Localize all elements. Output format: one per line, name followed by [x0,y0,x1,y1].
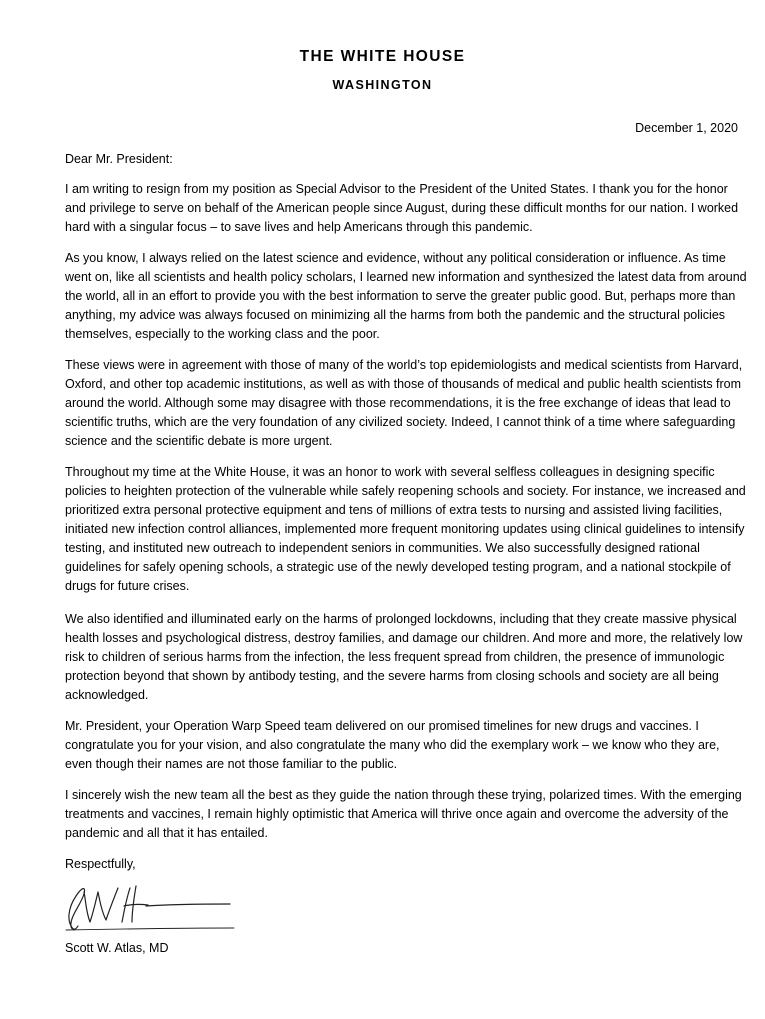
closing: Respectfully, [65,857,136,871]
body-paragraph: I am writing to resign from my position as Special Advisor to the President of the United States. I thank you for the honor and privilege to serve on behalf of the American people since August, during these difficult months for our nation. I worked hard with a singular focus – to save lives and help Americans through this pandemic. [65,182,739,234]
letterhead-subtitle: WASHINGTON [332,78,433,92]
body-paragraph: I sincerely wish the new team all the best as they guide the nation through these trying, polarized times. With the emerging treatments and vaccines, I remain highly optimistic that America will thrive once again and overcome the adversity of the pandemic and all that it has entailed. [65,788,742,840]
handwritten-signature [62,878,238,936]
body-paragraph: Throughout my time at the White House, it was an honor to work with several selfless colleagues in designing specific policies to heighten protection of the vulnerable while safely reopening schools and society. For instance, we increased and prioritized extra personal protective equipment and tens of millions of extra tests to nursing and assisted living facilities, initiated new infection control alliances, implemented more frequent monitoring updates using clinical guidelines to intensify testing, and instituted new outreach to independent seniors in communities. We also successfully designed rational guidelines for safely opening schools, a strategic use of the newly developed testing program, and a national stockpile of drugs for future crises. [65,465,746,593]
body-paragraph: Mr. President, your Operation Warp Speed team delivered on our promised timelines for new drugs and vaccines. I congratulate you for your vision, and also congratulate the many who did the exemplary work – we know who they are, even though their names are not those familiar to the public. [65,719,720,771]
body-paragraph: These views were in agreement with those of many of the world’s top epidemiologists and medical scientists from Harvard, Oxford, and other top academic institutions, as well as with those of thousands of medical and public health scientists from around the world. Although some may disagree with those recommendations, it is the free exchange of ideas that lead to scientific truths, which are the very foundation of any civilized society. Indeed, I cannot think of a time where safeguarding science and the scientific debate is more urgent. [65,358,743,448]
signer-name: Scott W. Atlas, MD [65,941,169,955]
letter-date: December 1, 2020 [635,121,738,135]
body-paragraph: We also identified and illuminated early on the harms of prolonged lockdowns, including that they create massive physical health losses and psychological distress, destroy families, and damage our children. And more and more, the relatively low risk to children of serious harms from the infection, the less frequent spread from children, the presence of immunologic protection beyond that shown by antibody testing, and the severe harms from closing schools and society are all being acknowledged. [65,612,743,702]
letterhead-title: THE WHITE HOUSE [299,48,466,65]
salutation: Dear Mr. President: [65,152,173,166]
body-paragraph: As you know, I always relied on the latest science and evidence, without any political consideration or influence. As time went on, like all scientists and health policy scholars, I learned new information and synthesized the latest data from around the world, all in an effort to provide you with the best information to serve the greater public good. But, perhaps more than anything, my advice was always focused on minimizing all the harms from both the pandemic and the structural policies themselves, especially to the working class and the poor. [65,251,747,341]
